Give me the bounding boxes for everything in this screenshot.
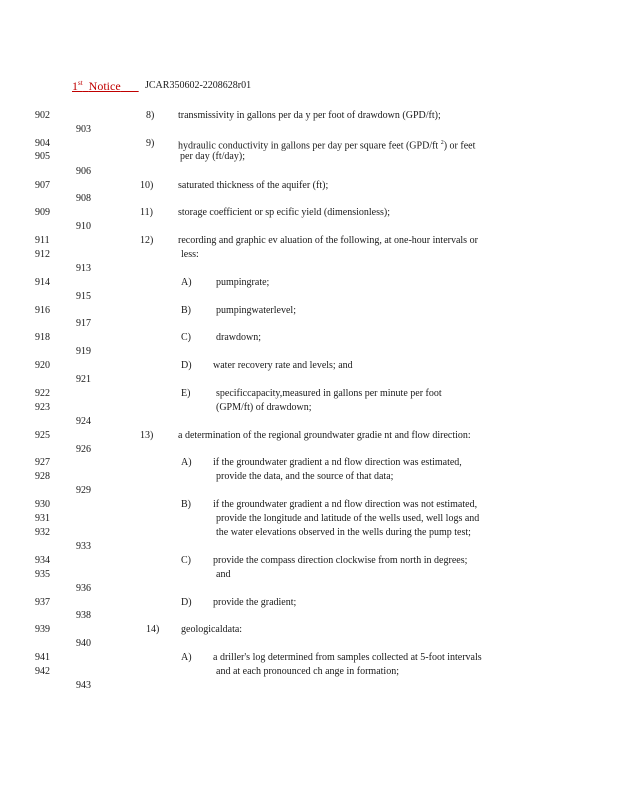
line-number: 911 bbox=[35, 235, 50, 246]
document-id: JCAR350602-2208628r01 bbox=[145, 80, 252, 91]
notice-ordinal: st bbox=[78, 79, 83, 87]
line-number: 939 bbox=[35, 624, 50, 635]
subitem-text: if the groundwater gradient a nd flow direction was estimated, bbox=[213, 457, 462, 468]
line-number: 934 bbox=[35, 555, 50, 566]
item-text-part: hydraulic conductivity in gallons per day per square feet (GPD/ft bbox=[178, 140, 439, 152]
line-number: 905 bbox=[35, 151, 50, 162]
item-text: a determination of the regional groundwater gradie nt and flow direction: bbox=[178, 430, 471, 441]
line-number: 936 bbox=[76, 583, 91, 594]
item-label: 9) bbox=[146, 138, 155, 149]
notice-heading bbox=[72, 78, 139, 92]
line-number: 920 bbox=[35, 360, 50, 371]
line-number: 930 bbox=[35, 499, 50, 510]
line-number: 921 bbox=[76, 374, 91, 385]
line-number: 915 bbox=[76, 291, 91, 302]
subitem-text-continuation: provide the data, and the source of that data; bbox=[216, 471, 394, 482]
subitem-text: provide the compass direction clockwise from north in degrees; bbox=[213, 555, 468, 566]
line-number: 916 bbox=[35, 305, 50, 316]
item-text: storage coefficient or sp ecific yield (dimensionless); bbox=[178, 207, 390, 218]
line-number: 913 bbox=[76, 263, 91, 274]
subitem-text-continuation: and bbox=[216, 569, 231, 580]
subitem-text-continuation: the water elevations observed in the wells during the pump test; bbox=[216, 527, 471, 538]
item-label: 8) bbox=[146, 110, 155, 121]
subitem-text: pumpingrate; bbox=[216, 277, 270, 288]
subitem-label: A) bbox=[181, 652, 192, 663]
line-number: 910 bbox=[76, 221, 91, 232]
superscript: 2 bbox=[440, 140, 444, 146]
line-number: 935 bbox=[35, 569, 50, 580]
subitem-label: B) bbox=[181, 305, 191, 316]
line-number: 942 bbox=[35, 666, 50, 677]
subitem-label: D) bbox=[181, 597, 192, 608]
subitem-label: A) bbox=[181, 277, 192, 288]
line-number: 931 bbox=[35, 513, 50, 524]
line-number: 924 bbox=[76, 416, 91, 427]
notice-number: 1 bbox=[72, 79, 78, 93]
line-number: 928 bbox=[35, 471, 50, 482]
item-label: 13) bbox=[140, 430, 154, 441]
item-text bbox=[178, 138, 475, 151]
line-number: 927 bbox=[35, 457, 50, 468]
line-number: 941 bbox=[35, 652, 50, 663]
item-text: transmissivity in gallons per da y per foot of drawdown (GPD/ft); bbox=[178, 110, 441, 121]
line-number: 938 bbox=[76, 610, 91, 621]
item-text: geologicaldata: bbox=[181, 624, 243, 635]
subitem-label: B) bbox=[181, 499, 191, 510]
subitem-label: C) bbox=[181, 332, 191, 343]
subitem-label: E) bbox=[181, 388, 191, 399]
line-number: 917 bbox=[76, 318, 91, 329]
line-number: 902 bbox=[35, 110, 50, 121]
subitem-label: A) bbox=[181, 457, 192, 468]
subitem-text: provide the gradient; bbox=[213, 597, 297, 608]
line-number: 903 bbox=[76, 124, 91, 135]
item-text-continuation: less: bbox=[181, 249, 199, 260]
line-number: 908 bbox=[76, 193, 91, 204]
subitem-label: C) bbox=[181, 555, 191, 566]
line-number: 906 bbox=[76, 166, 91, 177]
subitem-text: if the groundwater gradient a nd flow direction was not estimated, bbox=[213, 499, 478, 510]
line-number: 909 bbox=[35, 207, 50, 218]
subitem-text: pumpingwaterlevel; bbox=[216, 305, 296, 316]
line-number: 922 bbox=[35, 388, 50, 399]
line-number: 937 bbox=[35, 597, 50, 608]
line-number: 940 bbox=[76, 638, 91, 649]
line-number: 918 bbox=[35, 332, 50, 343]
subitem-text: water recovery rate and levels; and bbox=[213, 360, 353, 371]
line-number: 914 bbox=[35, 277, 50, 288]
item-label: 14) bbox=[146, 624, 160, 635]
line-number: 923 bbox=[35, 402, 50, 413]
item-label: 10) bbox=[140, 180, 154, 191]
line-number: 907 bbox=[35, 180, 50, 191]
item-label: 11) bbox=[140, 207, 153, 218]
line-number: 932 bbox=[35, 527, 50, 538]
subitem-text: specificcapacity,measured in gallons per minute per foot bbox=[216, 388, 442, 399]
line-number: 943 bbox=[76, 680, 91, 691]
item-text-part: ) or feet bbox=[443, 140, 476, 152]
item-text: recording and graphic ev aluation of the following, at one-hour intervals or bbox=[178, 235, 478, 246]
subitem-text-continuation: provide the longitude and latitude of the wells used, well logs and bbox=[216, 513, 480, 524]
subitem-label: D) bbox=[181, 360, 192, 371]
item-text: saturated thickness of the aquifer (ft); bbox=[178, 180, 329, 191]
subitem-text: drawdown; bbox=[216, 332, 261, 343]
item-label: 12) bbox=[140, 235, 154, 246]
line-number: 929 bbox=[76, 485, 91, 496]
line-number: 925 bbox=[35, 430, 50, 441]
subitem-text-continuation: (GPM/ft) of drawdown; bbox=[216, 402, 312, 413]
notice-word: Notice bbox=[88, 79, 121, 93]
line-number: 904 bbox=[35, 138, 50, 149]
subitem-text: a driller's log determined from samples collected at 5-foot intervals bbox=[213, 652, 482, 663]
line-number: 933 bbox=[76, 541, 91, 552]
line-number: 926 bbox=[76, 444, 91, 455]
item-text-continuation: per day (ft/day); bbox=[180, 151, 245, 162]
line-number: 912 bbox=[35, 249, 50, 260]
subitem-text-continuation: and at each pronounced ch ange in formation; bbox=[216, 666, 399, 677]
line-number: 919 bbox=[76, 346, 91, 357]
